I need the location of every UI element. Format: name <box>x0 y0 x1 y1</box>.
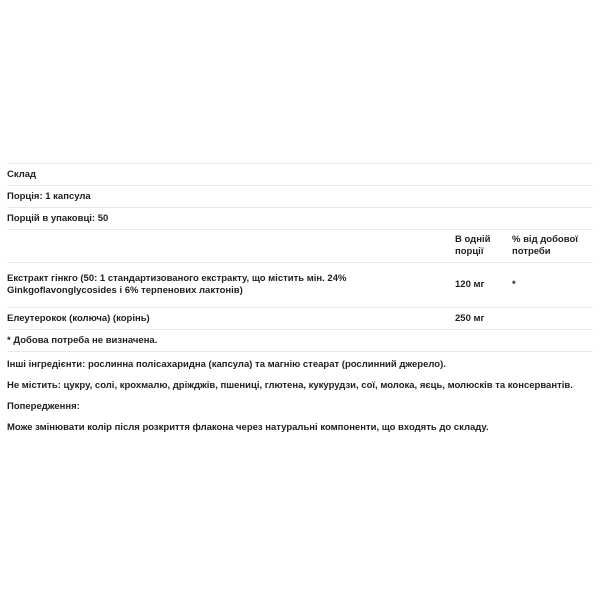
facts-title-row <box>7 164 593 186</box>
ingredient-name <box>7 263 455 308</box>
amount-header-line2: порції <box>455 246 484 257</box>
warning-text: Може змінювати колір після розкриття флакона через натуральні компоненти, що входять до складу. <box>7 422 489 433</box>
does-not-contain: Не містить: цукру, солі, крохмалю, дріжджів, пшениці, глютена, кукурудзи, сої, молока, яєць, молюсків та консервантів. <box>7 380 573 391</box>
facts-title: Склад <box>7 164 593 186</box>
footnote-row <box>7 330 593 352</box>
ingredient-name: Елеутерокок (колюча) (корінь) <box>7 308 455 330</box>
serving-size: Порція: 1 капсула <box>7 186 593 208</box>
ingredient-column-header <box>7 230 455 263</box>
servings-per-container: Порцій в упаковці: 50 <box>7 208 593 230</box>
ingredient-daily-value <box>512 308 593 330</box>
ingredient-amount: 120 мг <box>455 263 512 308</box>
dv-header-line2: потреби <box>512 246 551 257</box>
servings-per-container-row <box>7 208 593 230</box>
dv-header-line1: % від добової <box>512 234 578 245</box>
warning-title: Попередження: <box>7 401 80 412</box>
product-notes <box>7 358 593 442</box>
ingredient-row <box>7 308 593 330</box>
daily-value-column-header <box>512 230 593 263</box>
ingredient-name-line1: Екстракт гінкго (50: 1 стандартизованого екстракту, що містить мін. 24% <box>7 273 347 284</box>
other-ingredients: Інші інгредієнти: рослинна полісахаридна (капсула) та магнію стеарат (рослинний джерело). <box>7 359 446 370</box>
ingredient-row <box>7 263 593 308</box>
ingredient-daily-value: * <box>512 263 593 308</box>
ingredient-amount: 250 мг <box>455 308 512 330</box>
supplement-facts-table <box>7 163 593 352</box>
serving-size-row <box>7 186 593 208</box>
amount-header-line1: В одній <box>455 234 491 245</box>
daily-value-footnote: * Добова потреба не визначена. <box>7 330 593 352</box>
amount-column-header <box>455 230 512 263</box>
ingredient-name-line2: Ginkgoflavonglycosides і 6% терпенових лактонів) <box>7 285 243 296</box>
column-header-row <box>7 230 593 263</box>
